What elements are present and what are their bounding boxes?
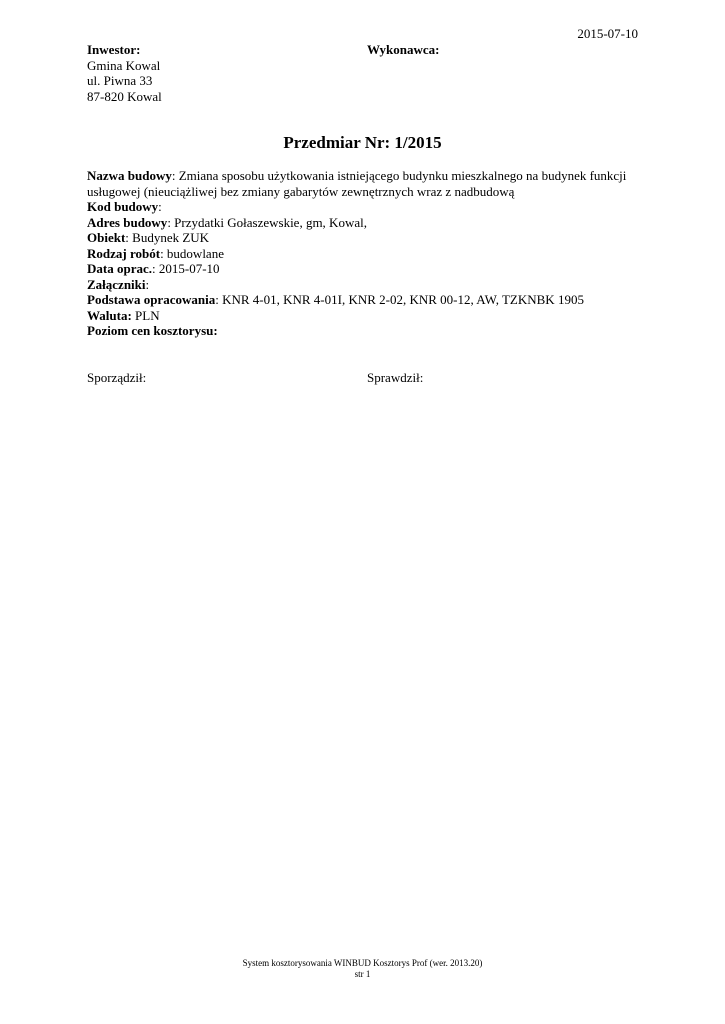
detail-value: : KNR 4-01, KNR 4-01I, KNR 2-02, KNR 00-12, AW, TZKNBK 1905 (215, 292, 584, 307)
contractor-label: Wykonawca: (367, 42, 440, 57)
detail-label: Nazwa budowy (87, 168, 172, 183)
detail-waluta (87, 308, 627, 324)
detail-poziom-cen (87, 323, 627, 339)
detail-label: Rodzaj robót (87, 245, 161, 261)
detail-adres-budowy (87, 215, 627, 231)
contractor-block (367, 42, 439, 58)
details-block (87, 168, 627, 339)
detail-obiekt (87, 230, 627, 246)
investor-city: 87-820 Kowal (87, 88, 162, 104)
detail-value: : Zmiana sposobu użytkowania istniejącego budynku mieszkalnego na budynek funkcji usługowej (nieuciążliwej bez zmiany gabarytów zewnętrznych wraz z nadbudową (87, 168, 627, 199)
detail-value: : 2015-07-10 (152, 261, 220, 276)
detail-label: Załączniki (87, 276, 146, 292)
prepared-by-label: Sporządził: (87, 370, 147, 385)
detail-value: : (145, 276, 150, 292)
detail-label: Kod budowy (87, 199, 159, 214)
detail-label: Podstawa opracowania (87, 292, 216, 307)
investor-street: ul. Piwna 33 (87, 73, 153, 88)
detail-value: PLN (131, 307, 160, 323)
detail-value: : (158, 199, 162, 214)
investor-block (87, 42, 162, 104)
detail-rodzaj-robot (87, 246, 627, 262)
document-date: 2015-07-10 (577, 26, 638, 41)
detail-label: Waluta: (87, 307, 132, 323)
detail-label: Poziom cen kosztorysu: (87, 323, 218, 338)
investor-label: Inwestor: (87, 42, 141, 57)
detail-label: Data oprac. (87, 261, 152, 276)
detail-nazwa-budowy (87, 168, 627, 199)
detail-label: Obiekt (87, 230, 126, 245)
detail-value: : Przydatki Gołaszewskie, gm, Kowal, (167, 214, 367, 230)
detail-value: : budowlane (160, 245, 224, 261)
detail-kod-budowy (87, 199, 627, 215)
detail-label: Adres budowy (87, 214, 168, 230)
page-footer (0, 958, 725, 980)
document-title: Przedmiar Nr: 1/2015 (283, 133, 442, 152)
detail-value: : Budynek ZUK (125, 230, 210, 245)
investor-name: Gmina Kowal (87, 57, 161, 73)
footer-system-text: System kosztorysowania WINBUD Kosztorys Prof (wer. 2013.20) (242, 958, 483, 968)
detail-data-oprac (87, 261, 627, 277)
detail-podstawa-opracowania (87, 292, 627, 308)
footer-page-number: str 1 (354, 969, 371, 979)
checked-by-label: Sprawdził: (367, 370, 424, 385)
detail-zalaczniki (87, 277, 627, 293)
